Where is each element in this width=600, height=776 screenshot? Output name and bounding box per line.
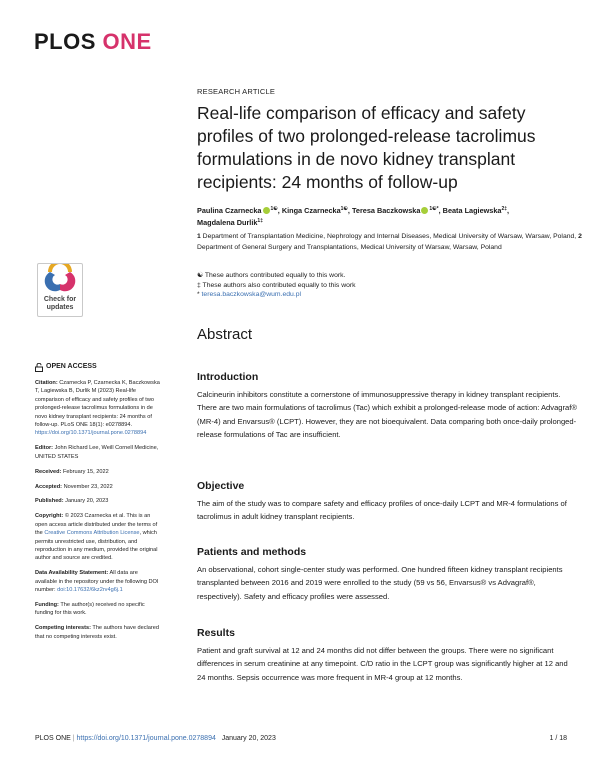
copyright-label: Copyright: bbox=[35, 513, 64, 520]
objective-paragraph: The aim of the study was to compare safety and efficacy profiles of once-daily LCPT and MR-4 formulations of tacrolimus in adult kidney transplant recipients. bbox=[197, 499, 567, 522]
footer-journal: PLOS ONE bbox=[35, 735, 71, 742]
affiliation-number: 1 bbox=[197, 233, 201, 240]
received-date: February 15, 2022 bbox=[63, 468, 109, 475]
author-name[interactable]: Kinga Czarnecka bbox=[281, 206, 341, 215]
affiliation-number: 2 bbox=[578, 233, 582, 240]
author-superscript: 1☯* bbox=[429, 206, 439, 212]
corresponding-author-note bbox=[197, 290, 582, 300]
author-name[interactable]: Beata Lagiewska bbox=[442, 206, 502, 215]
competing-interests-block bbox=[35, 624, 160, 641]
introduction-paragraph: Calcineurin inhibitors constitute a cornerstone of immunosuppressive therapy in kidney transplant recipients. There are two main formulations of tacrolimus (Tac) which exhibit a prolonged-release mode of action: Advagraf® (MR-4) and Envarsus® (LCPT). However, they are not bioequivalent. Data comparing both once-daily prolonged-release formulations of Tac are insufficient. bbox=[197, 390, 577, 440]
published-block bbox=[35, 497, 160, 505]
citation-block bbox=[35, 379, 160, 438]
editor-label: Editor: bbox=[35, 445, 54, 452]
logo-one-text: ONE bbox=[102, 29, 152, 54]
author-superscript: 1‡ bbox=[257, 218, 263, 224]
author-name[interactable]: Magdalena Durlik bbox=[197, 218, 258, 227]
footer-page-number: 1 / 18 bbox=[549, 735, 567, 742]
corresponding-email-link[interactable]: teresa.baczkowska@wum.edu.pl bbox=[201, 291, 302, 298]
results-heading: Results bbox=[197, 627, 235, 639]
funding-label: Funding: bbox=[35, 602, 59, 609]
funding-block bbox=[35, 601, 160, 618]
orcid-icon[interactable] bbox=[421, 207, 428, 214]
affiliations bbox=[197, 232, 582, 253]
received-block bbox=[35, 468, 160, 476]
article-info-sidebar bbox=[35, 363, 160, 648]
orcid-icon[interactable] bbox=[263, 207, 270, 214]
funding-text: The author(s) received no specific funding for this work. bbox=[35, 602, 145, 617]
check-for-updates-line1: Check for bbox=[43, 296, 77, 303]
data-availability-block bbox=[35, 569, 160, 594]
citation-doi-link[interactable]: https://doi.org/10.1371/journal.pone.0278894 bbox=[35, 430, 147, 437]
footer-separator: | bbox=[72, 735, 75, 742]
patients-methods-paragraph: An observational, cohort single-center study was performed. One hundred fifteen kidney transplant recipients transplanted between 2016 and 2019 were enrolled to the study (59 vs 56, Envarsus® vs Advagraf®, respectively). Safety and efficacy profiles were assessed. bbox=[197, 565, 563, 601]
copyright-block bbox=[35, 512, 160, 562]
author-superscript: 2‡ bbox=[501, 206, 508, 212]
affiliation-text: Department of General Surgery and Transplantations, Medical University of Warsaw, Warsaw, Poland bbox=[197, 243, 502, 251]
open-lock-icon bbox=[35, 363, 43, 372]
competing-interests-text: The authors have declared that no competing interests exist. bbox=[35, 625, 159, 640]
journal-logo bbox=[34, 29, 152, 55]
equal-contribution-note: ☯ These authors contributed equally to this work. bbox=[197, 272, 346, 279]
corresponding-mark: * bbox=[197, 291, 200, 298]
accepted-label: Accepted: bbox=[35, 483, 63, 490]
footer-doi-link[interactable]: https://doi.org/10.1371/journal.pone.0278894 bbox=[76, 735, 216, 742]
footer-date: January 20, 2023 bbox=[221, 735, 276, 742]
author-name[interactable]: Paulina Czarnecka bbox=[197, 206, 262, 215]
results-paragraph: Patient and graft survival at 12 and 24 months did not differ between the groups. There were no significant differences in serum creatinine at any timepoint. C/D ratio in the LCPT group was significantly higher at 12 and 24 months. Sepsis occurrence was more frequent in MR-4 group at 12 months. bbox=[197, 646, 568, 682]
author-superscript: 1☯ bbox=[270, 206, 278, 212]
check-for-updates-line2: updates bbox=[46, 304, 74, 311]
author-list: Paulina Czarnecka $^{1☯}$, Kinga Czarnecka$^{1☯}$, Teresa Baczkowska $^{1☯*}$, Beata Lagiewska$^{2\ddagger}$, Magdalena Durlik$^{1\ddagger}$ bbox=[197, 206, 510, 227]
affiliation-text: Department of Transplantation Medicine, Nephrology and Internal Diseases, Medical University of Warsaw, Warsaw, Poland, bbox=[202, 233, 577, 240]
article-title: Real-life comparison of efficacy and safety profiles of two prolonged-release tacrolimus formulations in de novo kidney transplant recipients: 24 months of follow-up bbox=[197, 103, 536, 192]
received-label: Received: bbox=[35, 468, 62, 475]
accepted-block bbox=[35, 483, 160, 491]
published-date: January 20, 2023 bbox=[65, 498, 109, 505]
accepted-date: November 23, 2022 bbox=[63, 483, 113, 490]
abstract-heading: Abstract bbox=[197, 326, 253, 343]
page-footer bbox=[35, 735, 567, 742]
check-for-updates-badge[interactable] bbox=[37, 263, 83, 317]
author-notes bbox=[197, 271, 582, 300]
copyright-text: © 2023 Czarnecka et al. This is an open access article distributed under the terms of the bbox=[35, 513, 158, 537]
author-name[interactable]: Teresa Baczkowska bbox=[351, 206, 421, 215]
check-for-updates-label bbox=[38, 296, 82, 312]
patients-methods-heading: Patients and methods bbox=[197, 546, 307, 558]
open-access-label bbox=[35, 363, 160, 372]
introduction-heading: Introduction bbox=[197, 371, 259, 383]
article-type-label: RESEARCH ARTICLE bbox=[197, 87, 276, 96]
footer-separator bbox=[218, 735, 220, 742]
author-superscript: 1☯ bbox=[340, 206, 348, 212]
copyright-text-end: , which permits unrestricted use, distribution, and reproduction in any medium, provided the original author and source are credited. bbox=[35, 530, 158, 562]
editor-text: John Richard Lee, Weill Cornell Medicine, UNITED STATES bbox=[35, 445, 159, 460]
license-link[interactable]: Creative Commons Attribution License bbox=[44, 530, 140, 537]
competing-interests-label: Competing interests: bbox=[35, 625, 91, 632]
check-for-updates-icon bbox=[38, 264, 82, 296]
logo-plos-text: PLOS bbox=[34, 29, 96, 54]
data-availability-text: All data are available in the repository under the following DOI number: bbox=[35, 570, 159, 594]
editor-block bbox=[35, 444, 160, 461]
objective-heading: Objective bbox=[197, 480, 245, 492]
citation-text: Czarnecka P, Czarnecka K, Baczkowska T, Lagiewska B, Durlik M (2023) Real-life comparison of efficacy and safety profiles of two prolonged-release tacrolimus formulations in de novo kidney transplant recipients: 24 months of follow-up. PLoS ONE 18(1): e0278894. bbox=[35, 380, 160, 429]
data-doi-link[interactable]: doi:10.17632/6kz2rv4g6j.1 bbox=[57, 587, 123, 594]
citation-label: Citation: bbox=[35, 380, 58, 386]
data-availability-label: Data Availability Statement: bbox=[35, 570, 109, 577]
open-access-text: OPEN ACCESS bbox=[46, 363, 97, 371]
published-label: Published: bbox=[35, 498, 64, 505]
also-equal-contribution-note: ‡ These authors also contributed equally to this work bbox=[197, 281, 356, 289]
